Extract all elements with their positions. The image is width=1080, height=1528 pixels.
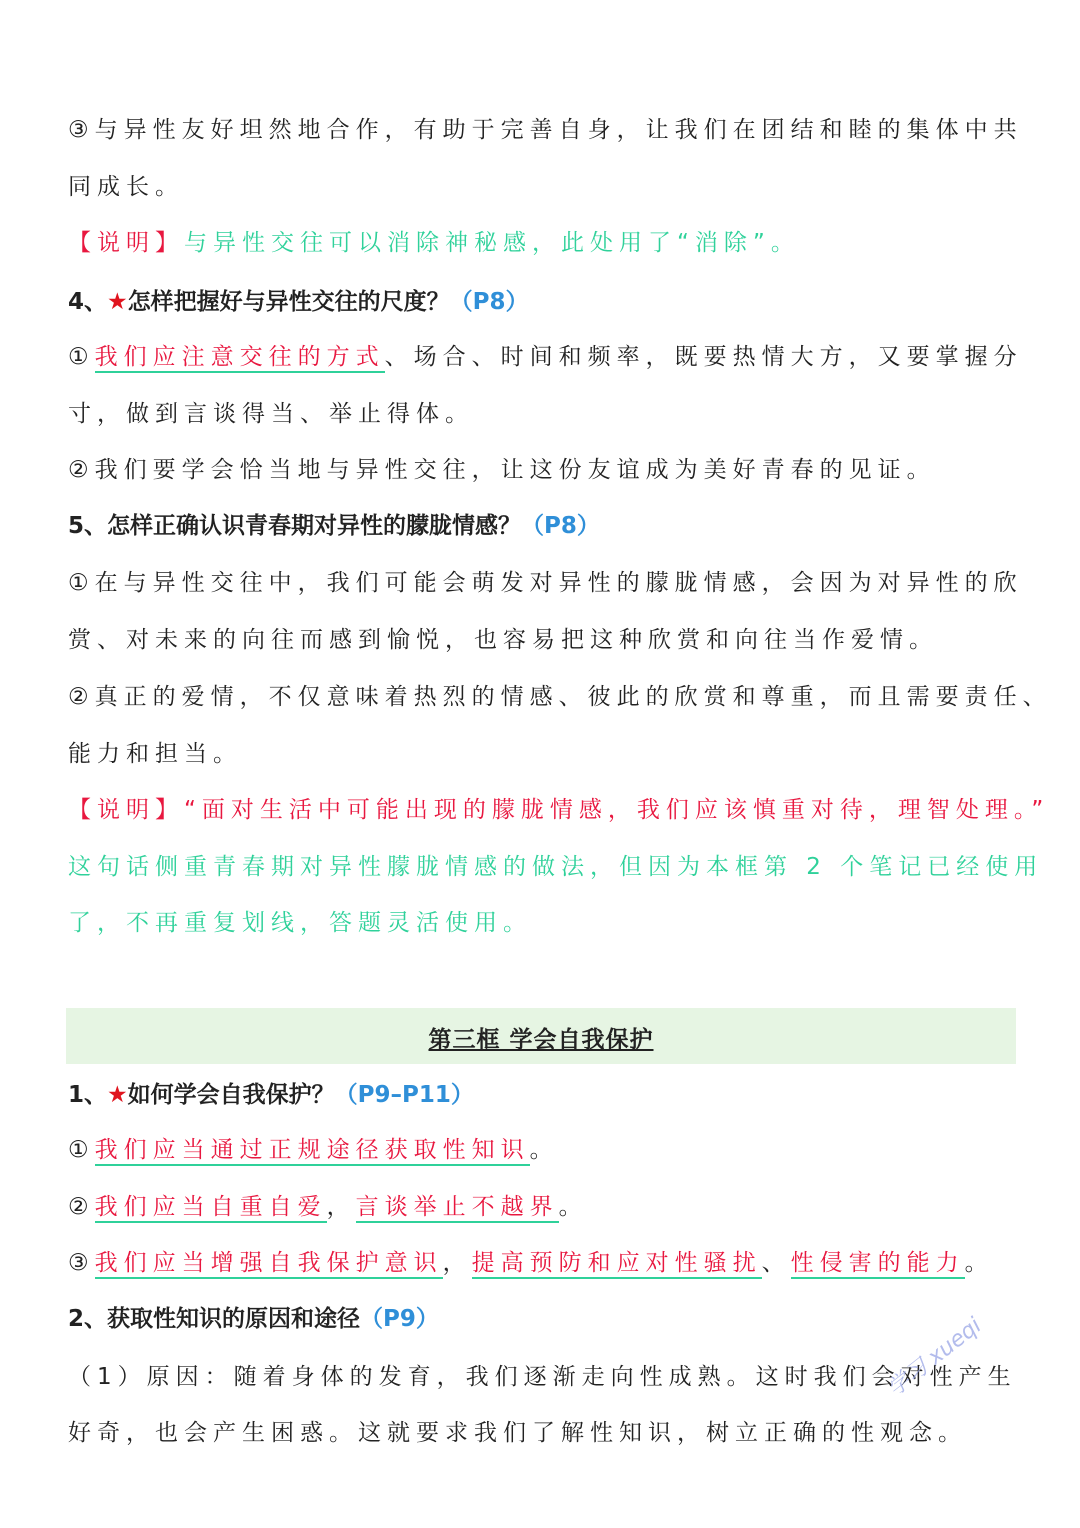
key-point: 我们应当自重自爱 xyxy=(95,1194,327,1223)
answer-number: ① xyxy=(68,344,95,370)
answer-line: 赏、对未来的向往而感到愉悦，也容易把这种欣赏和向往当作爱情。 xyxy=(68,627,938,653)
note-label: 【说明】 xyxy=(68,797,184,823)
note-label: 【说明】 xyxy=(68,230,184,256)
answer-line: 寸，做到言谈得当、举止得体。 xyxy=(68,401,474,427)
key-point: 我们应当通过正规途径获取性知识 xyxy=(95,1137,530,1166)
question-number: 1、 xyxy=(68,1082,108,1108)
punctuation: 、 xyxy=(761,1250,791,1276)
answer-line xyxy=(68,342,1023,372)
page-reference: （P9） xyxy=(360,1306,439,1332)
question-text: 2、获取性知识的原因和途径 xyxy=(68,1306,361,1332)
question-number: 4、 xyxy=(68,289,108,315)
answer-line: 好奇，也会产生困惑。这就要求我们了解性知识，树立正确的性观念。 xyxy=(68,1420,967,1446)
punctuation: ， xyxy=(326,1194,356,1220)
question-heading xyxy=(68,511,1018,541)
star-icon: ★ xyxy=(107,1082,128,1108)
punctuation: 。 xyxy=(529,1137,559,1163)
section-title: 第三框 学会自我保护 xyxy=(428,1027,654,1053)
page-reference: （P9–P11） xyxy=(334,1082,474,1108)
star-icon: ★ xyxy=(107,289,128,315)
note-line: 这句话侧重青春期对异性朦胧情感的做法，但因为本框第 2 个笔记已经使用 xyxy=(68,854,1044,880)
answer-line: 能力和担当。 xyxy=(68,741,242,767)
answer-line: ①在与异性交往中，我们可能会萌发对异性的朦胧情感，会因为对异性的欣 xyxy=(68,570,1023,596)
answer-number: ① xyxy=(68,1137,95,1163)
question-heading xyxy=(68,1080,1018,1110)
answer-line: ②真正的爱情，不仅意味着热烈的情感、彼此的欣赏和尊重，而且需要责任、 xyxy=(68,684,1052,710)
page-reference: （P8） xyxy=(449,289,529,315)
question-heading xyxy=(68,287,1018,317)
note-text: 与异性交往可以消除神秘感，此处用了“消除”。 xyxy=(184,230,800,256)
paragraph-line: ③与异性友好坦然地合作，有助于完善自身，让我们在团结和睦的集体中共 xyxy=(68,117,1023,143)
key-point: 性侵害的能力 xyxy=(791,1250,965,1279)
note-line xyxy=(68,228,1018,258)
note-line xyxy=(68,795,1050,825)
answer-number: ③ xyxy=(68,1250,95,1276)
punctuation: ， xyxy=(442,1250,472,1276)
key-point: 提高预防和应对性骚扰 xyxy=(472,1250,762,1279)
question-heading xyxy=(68,1304,1018,1334)
punctuation: 。 xyxy=(558,1194,588,1220)
question-text: 怎样把握好与异性交往的尺度？ xyxy=(127,289,450,315)
key-point: 我们应注意交往的方式 xyxy=(95,344,385,373)
answer-number: ② xyxy=(68,1194,95,1220)
answer-line: （1）原因：随着身体的发育，我们逐渐走向性成熟。这时我们会对性产生 xyxy=(68,1364,1017,1390)
answer-line xyxy=(68,1135,1018,1165)
answer-line xyxy=(68,1248,1018,1278)
watermark: 学习 xueqi xyxy=(883,1313,987,1402)
answer-line xyxy=(68,1192,1018,1222)
answer-text: 、场合、时间和频率，既要热情大方，又要掌握分 xyxy=(384,344,1023,370)
question-text: 怎样正确认识青春期对异性的朦胧情感？ xyxy=(107,513,522,539)
punctuation: 。 xyxy=(964,1250,994,1276)
question-text: 如何学会自我保护？ xyxy=(127,1082,335,1108)
section-header xyxy=(66,1008,1016,1064)
note-quote: “面对生活中可能出现的朦胧情感，我们应该慎重对待，理智处理。” xyxy=(184,797,1050,823)
answer-line: ②我们要学会恰当地与异性交往，让这份友谊成为美好青春的见证。 xyxy=(68,457,936,483)
note-line: 了，不再重复划线，答题灵活使用。 xyxy=(68,910,532,936)
paragraph-line: 同成长。 xyxy=(68,174,184,200)
key-point: 我们应当增强自我保护意识 xyxy=(95,1250,443,1279)
question-number: 5、 xyxy=(68,513,108,539)
page-reference: （P8） xyxy=(521,513,600,539)
key-point: 言谈举止不越界 xyxy=(356,1194,559,1223)
